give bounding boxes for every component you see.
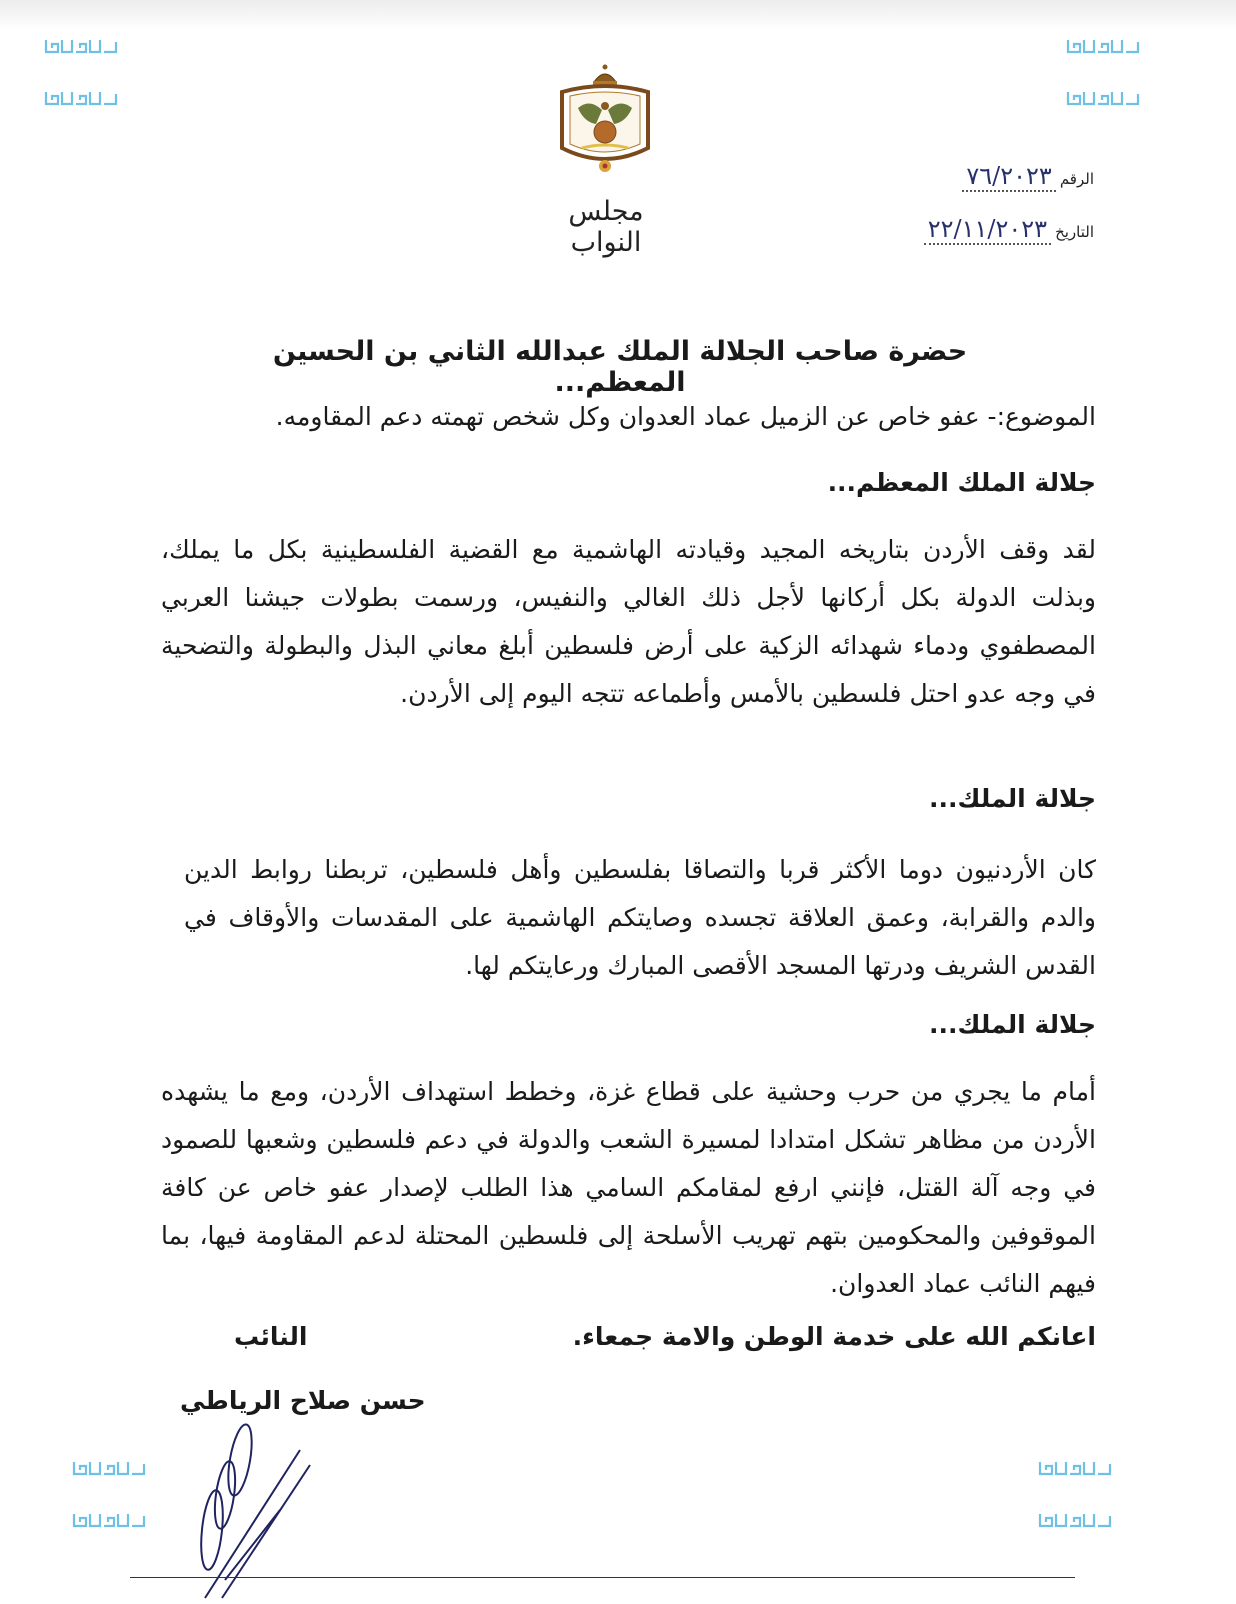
body-paragraph: أمام ما يجري من حرب وحشية على قطاع غزة، وخطط استهداف الأردن، ومع ما يشهده الأردن من مظاهر تشكل امتدادا لمسيرة الشعب والدولة في دعم فلسطين وشعبها للصمود في وجه آلة القتل، فإنني ارفع لمقامكم السامي هذا الطلب لإصدار عفو خاص عن كافة الموقوفين والمحكومين بتهم تهريب الأسلحة إلى فلسطين المحتلة لدعم المقاومة فيها، بما فيهم النائب عماد العدوان. — [161, 1077, 1096, 1298]
watermark-logo — [44, 38, 118, 54]
watermark-logo — [72, 1512, 146, 1528]
closing-line: اعانكم الله على خدمة الوطن والامة جمعاء. — [572, 1322, 1096, 1351]
watermark-logo — [72, 1460, 146, 1476]
watermark-logo — [1066, 38, 1140, 54]
reference-date-label: التاريخ — [1055, 223, 1094, 241]
subject-line: الموضوع:- عفو خاص عن الزميل عماد العدوان وكل شخص تهمته دعم المقاومه. — [275, 402, 1096, 431]
signature-line — [130, 1577, 1075, 1578]
salutation: جلالة الملك... — [929, 784, 1096, 813]
reference-date — [924, 215, 1094, 245]
watermark-logo — [1066, 90, 1140, 106]
reference-number — [962, 162, 1094, 192]
watermark-logo — [44, 90, 118, 106]
salutation: جلالة الملك... — [929, 1010, 1096, 1039]
reference-number-label: الرقم — [1059, 170, 1094, 188]
reference-number-value: ٧٦/٢٠٢٣ — [962, 162, 1055, 192]
reference-date-value: ٢٢/١١/٢٠٢٣ — [924, 215, 1051, 245]
watermark-logo — [1038, 1460, 1112, 1476]
salutation: جلالة الملك المعظم... — [827, 468, 1096, 497]
coat-of-arms-emblem — [556, 62, 654, 184]
body-paragraph: لقد وقف الأردن بتاريخه المجيد وقيادته الهاشمية مع القضية الفلسطينية بكل ما يملك، وبذلت الدولة بكل أركانها لأجل ذلك الغالي والنفيس، ورسمت بطولات جيشنا العربي المصطفوي ودماء شهدائه الزكية على أرض فلسطين أبلغ معاني البذل والبطولة والتضحية في وجه عدو احتل فلسطين بالأمس وأطماعه تتجه اليوم إلى الأردن. — [161, 535, 1096, 708]
addressee-heading: حضرة صاحب الجلالة الملك عبدالله الثاني بن الحسين المعظم... — [272, 336, 968, 398]
signer-title: النائب — [234, 1322, 308, 1351]
body-paragraph: كان الأردنيون دوما الأكثر قربا والتصاقا بفلسطين وأهل فلسطين، تربطنا روابط الدين والدم والقرابة، وعمق العلاقة تجسده وصايتكم الهاشمية على المقدسات والأوقاف في القدس الشريف ودرتها المسجد الأقصى المبارك ورعايتكم لها. — [184, 855, 1096, 980]
council-name-calligraphy: مجلس النواب — [568, 196, 644, 258]
handwritten-signature — [170, 1420, 330, 1600]
watermark-logo — [1038, 1512, 1112, 1528]
signer-name: حسن صلاح الرياطي — [180, 1386, 426, 1415]
scan-edge-shade — [0, 0, 1236, 30]
